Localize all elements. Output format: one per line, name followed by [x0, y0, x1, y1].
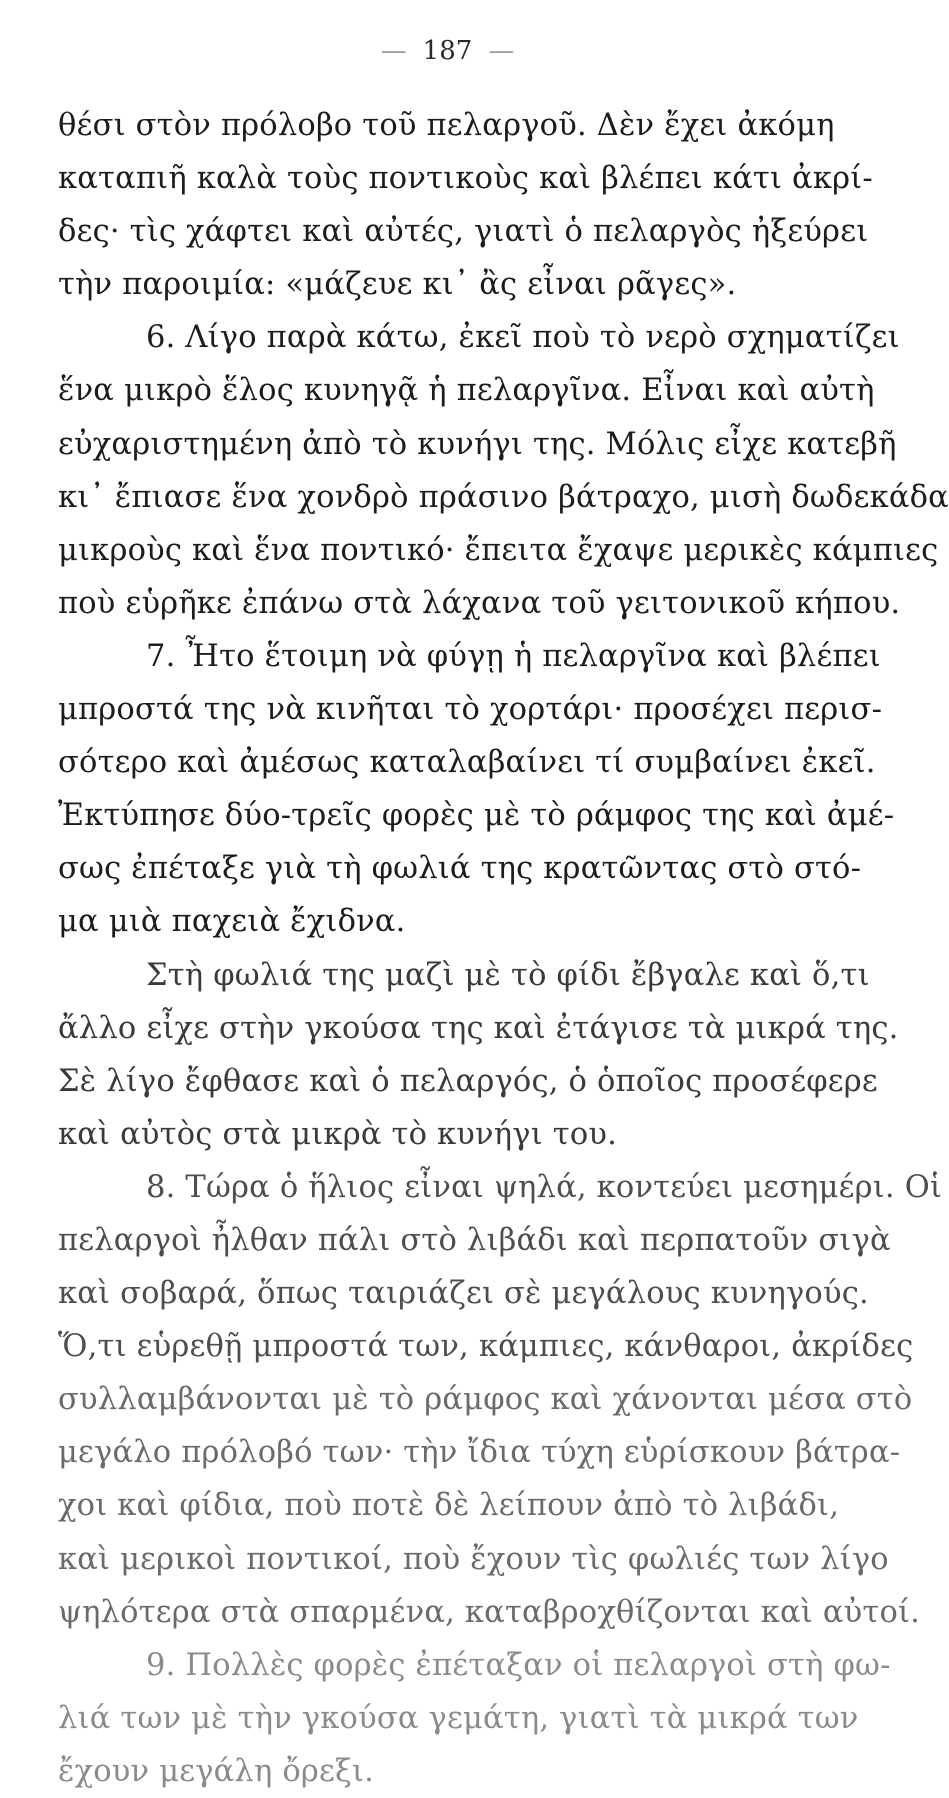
header-dash-left: —	[380, 36, 407, 66]
page-header	[0, 36, 895, 66]
text-line: λιά των μὲ τὴν γκούσα γεμάτη, γιατὶ τὰ μικρά των	[58, 1700, 859, 1736]
page-number: 187	[422, 36, 473, 66]
text-line: πελαργοὶ ἦλθαν πάλι στὸ λιβάδι καὶ περπατοῦν σιγὰ	[58, 1222, 891, 1258]
text-line: Στὴ φωλιά της μαζὶ μὲ τὸ φίδι ἔβγαλε καὶ ὅ,τι	[146, 957, 870, 993]
text-line: καὶ σοβαρά, ὅπως ταιριάζει σὲ μεγάλους κυνηγούς.	[58, 1276, 869, 1312]
text-line: σότερο καὶ ἀμέσως καταλαβαίνει τί συμβαίνει ἐκεῖ.	[58, 745, 876, 781]
text-line: τὴν παροιμία: «μάζευε κι᾽ ἂς εἶναι ρᾶγες».	[58, 267, 737, 303]
text-line: θέσι στὸν πρόλοβο τοῦ πελαργοῦ. Δὲν ἔχει ἀκόμη	[58, 108, 835, 143]
text-line: μα μιὰ παχειὰ ἔχιδνα.	[58, 904, 406, 940]
text-line: ψηλότερα στὰ σπαρμένα, καταβροχθίζονται καὶ αὐτοί.	[58, 1594, 921, 1630]
text-line: Ἐκτύπησε δύο-τρεῖς φορὲς μὲ τὸ ράμφος της καὶ ἀμέ-	[58, 798, 895, 834]
text-line: εὐχαριστημένη ἀπὸ τὸ κυνήγι της. Μόλις εἶχε κατεβῆ	[58, 426, 897, 462]
text-line: Σὲ λίγο ἔφθασε καὶ ὁ πελαργός, ὁ ὁποῖος προσέφερε	[58, 1063, 878, 1099]
text-line: μικροὺς καὶ ἕνα ποντικό· ἔπειτα ἔχαψε μερικὲς κάμπιες	[58, 532, 939, 568]
text-line: σως ἐπέταξε γιὰ τὴ φωλιά της κρατῶντας στὸ στό-	[58, 851, 862, 887]
text-line: ἕνα μικρὸ ἕλος κυνηγᾷ ἡ πελαργῖνα. Εἶναι καὶ αὐτὴ	[58, 373, 875, 409]
text-line: καὶ μερικοὶ ποντικοί, ποὺ ἔχουν τὶς φωλιές των λίγο	[58, 1541, 889, 1577]
text-line: καταπιῆ καλὰ τοὺς ποντικοὺς καὶ βλέπει κάτι ἀκρί-	[58, 161, 873, 197]
text-line: δες· τὶς χάφτει καὶ αὐτές, γιατὶ ὁ πελαργὸς ἠξεύρει	[58, 214, 869, 250]
text-line: Ὅ,τι εὑρεθῇ μπροστά των, κάμπιες, κάνθαροι, ἀκρίδες	[58, 1329, 914, 1365]
body-text	[58, 99, 949, 1798]
text-line: 8. Τώρα ὁ ἥλιος εἶναι ψηλά, κοντεύει μεσημέρι. Οἱ	[146, 1169, 943, 1205]
text-line: μπροστά της νὰ κινῆται τὸ χορτάρι· προσέχει περισ-	[58, 692, 883, 728]
text-line: 6. Λίγο παρὰ κάτω, ἐκεῖ ποὺ τὸ νερὸ σχηματίζει	[146, 320, 900, 356]
header-dash-right: —	[488, 36, 515, 66]
text-line: ἄλλο εἶχε στὴν γκούσα της καὶ ἐτάγισε τὰ μικρά της.	[58, 1010, 899, 1046]
text-line: καὶ αὐτὸς στὰ μικρὰ τὸ κυνήγι του.	[58, 1116, 618, 1152]
text-line: 9. Πολλὲς φορὲς ἐπέταξαν οἱ πελαργοὶ στὴ φω-	[146, 1647, 891, 1683]
text-line: κι᾽ ἔπιασε ἕνα χονδρὸ πράσινο βάτραχο, μισὴ δωδεκάδα	[58, 479, 949, 515]
text-line: μεγάλο πρόλοβό των· τὴν ἴδια τύχη εὑρίσκουν βάτρα-	[58, 1435, 901, 1471]
text-line: ποὺ εὑρῆκε ἐπάνω στὰ λάχανα τοῦ γειτονικοῦ κήπου.	[58, 585, 901, 621]
text-line: χοι καὶ φίδια, ποὺ ποτὲ δὲ λείπουν ἀπὸ τὸ λιβάδι,	[58, 1488, 840, 1524]
text-line: 7. Ἦτο ἕτοιμη νὰ φύγῃ ἡ πελαργῖνα καὶ βλέπει	[146, 638, 881, 674]
text-line: συλλαμβάνονται μὲ τὸ ράμφος καὶ χάνονται μέσα στὸ	[58, 1382, 913, 1418]
text-line: ἔχουν μεγάλη ὄρεξι.	[58, 1753, 375, 1789]
